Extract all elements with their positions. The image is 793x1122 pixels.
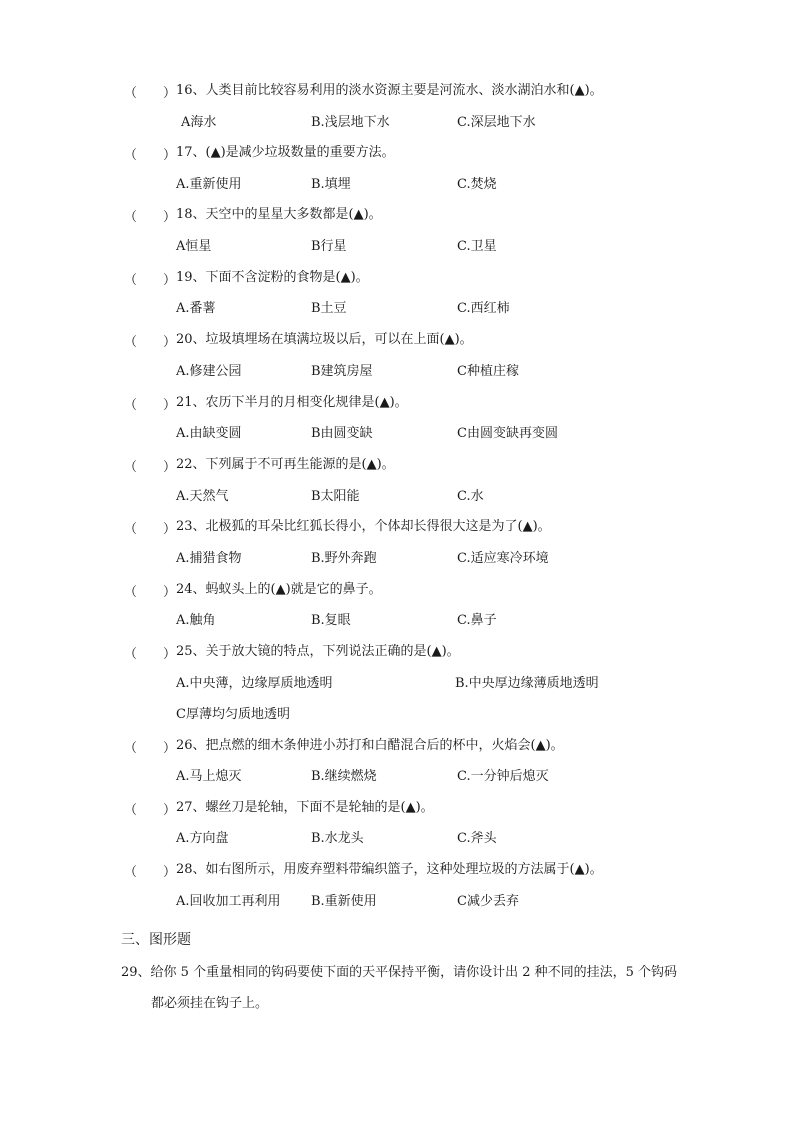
option-c: C.适应寒冷环境 (457, 551, 549, 566)
option-b: B太阳能 (311, 489, 360, 504)
option-c: C由圆变缺再变圆 (457, 426, 558, 441)
option-b: B行星 (311, 239, 347, 254)
option-b: B.填埋 (311, 177, 351, 192)
option-c: C.焚烧 (457, 177, 497, 192)
option-b: B建筑房屋 (311, 364, 373, 379)
option-c: C厚薄均匀质地透明 (176, 707, 290, 722)
option-a: A.捕猎食物 (176, 551, 242, 566)
answer-blank[interactable]: （ ） (124, 585, 177, 600)
option-a: A.由缺变圆 (176, 426, 242, 441)
option-a: A.马上熄灭 (176, 769, 242, 784)
option-b: B.继续燃烧 (311, 769, 377, 784)
option-a: A.中央薄，边缘厚质地透明 (176, 676, 333, 691)
option-a: A.触角 (176, 613, 216, 628)
option-c: C.卫星 (457, 239, 497, 254)
answer-blank[interactable]: （ ） (124, 273, 177, 288)
answer-blank[interactable]: （ ） (124, 460, 177, 475)
question-29-line-1: 29、给你 5 个重量相同的钩码要使下面的天平保持平衡，请你设计出 2 种不同的挂法，5 个钩码 (121, 965, 678, 980)
question-text: 18、天空中的星星大多数都是(▲)。 (176, 207, 382, 222)
option-c: C.深层地下水 (457, 115, 536, 130)
option-c: C种植庄稼 (457, 364, 519, 379)
question-text: 28、如右图所示，用废弃塑料带编织篮子，这种处理垃圾的方法属于(▲)。 (176, 862, 603, 877)
question-text: 19、下面不含淀粉的食物是(▲)。 (176, 270, 369, 285)
option-b: B.野外奔跑 (311, 551, 377, 566)
option-b: B.中央厚边缘薄质地透明 (455, 676, 599, 691)
answer-blank[interactable]: （ ） (124, 647, 177, 662)
option-a: A.番薯 (176, 301, 216, 316)
question-text: 16、人类目前比较容易利用的淡水资源主要是河流水、淡水湖泊水和(▲)。 (176, 83, 603, 98)
answer-blank[interactable]: （ ） (124, 335, 177, 350)
option-c: C.西红柿 (457, 301, 510, 316)
option-b: B.浅层地下水 (311, 115, 390, 130)
answer-blank[interactable]: （ ） (124, 210, 177, 225)
question-text: 20、垃圾填埋场在填满垃圾以后，可以在上面(▲)。 (176, 332, 473, 347)
question-text: 24、蚂蚁头上的(▲)就是它的鼻子。 (176, 582, 382, 597)
option-b: B.水龙头 (311, 831, 364, 846)
answer-blank[interactable]: （ ） (124, 803, 177, 818)
question-text: 22、下列属于不可再生能源的是(▲)。 (176, 457, 395, 472)
question-29-line-2: 都必须挂在钩子上。 (151, 996, 269, 1011)
option-c: C.斧头 (457, 831, 497, 846)
question-text: 27、螺丝刀是轮轴，下面不是轮轴的是(▲)。 (176, 800, 434, 815)
option-a: A恒星 (176, 239, 212, 254)
option-b: B由圆变缺 (311, 426, 373, 441)
option-a: A.天然气 (176, 489, 229, 504)
question-text: 26、把点燃的细木条伸进小苏打和白醋混合后的杯中，火焰会(▲)。 (176, 738, 564, 753)
option-a: A.修建公园 (176, 364, 242, 379)
option-b: B土豆 (311, 301, 347, 316)
answer-blank[interactable]: （ ） (124, 398, 177, 413)
section-heading: 三、图形题 (121, 932, 191, 948)
option-a: A.重新使用 (176, 177, 242, 192)
option-c: C.水 (457, 489, 484, 504)
option-b: B.重新使用 (311, 894, 377, 909)
option-a: A.方向盘 (176, 831, 229, 846)
option-c: C减少丢弃 (457, 894, 519, 909)
answer-blank[interactable]: （ ） (124, 741, 177, 756)
question-text: 25、关于放大镜的特点，下列说法正确的是(▲)。 (176, 644, 460, 659)
question-text: 21、农历下半月的月相变化规律是(▲)。 (176, 395, 408, 410)
answer-blank[interactable]: （ ） (124, 522, 177, 537)
question-text: 23、北极狐的耳朵比红狐长得小，个体却长得很大这是为了(▲)。 (176, 519, 551, 534)
option-c: C.鼻子 (457, 613, 497, 628)
answer-blank[interactable]: （ ） (124, 86, 177, 101)
answer-blank[interactable]: （ ） (124, 148, 177, 163)
option-a: A海水 (181, 115, 217, 130)
option-b: B.复眼 (311, 613, 351, 628)
option-a: A.回收加工再利用 (176, 894, 281, 909)
option-c: C.一分钟后熄灭 (457, 769, 549, 784)
question-text: 17、(▲)是减少垃圾数量的重要方法。 (176, 145, 395, 160)
answer-blank[interactable]: （ ） (124, 865, 177, 880)
